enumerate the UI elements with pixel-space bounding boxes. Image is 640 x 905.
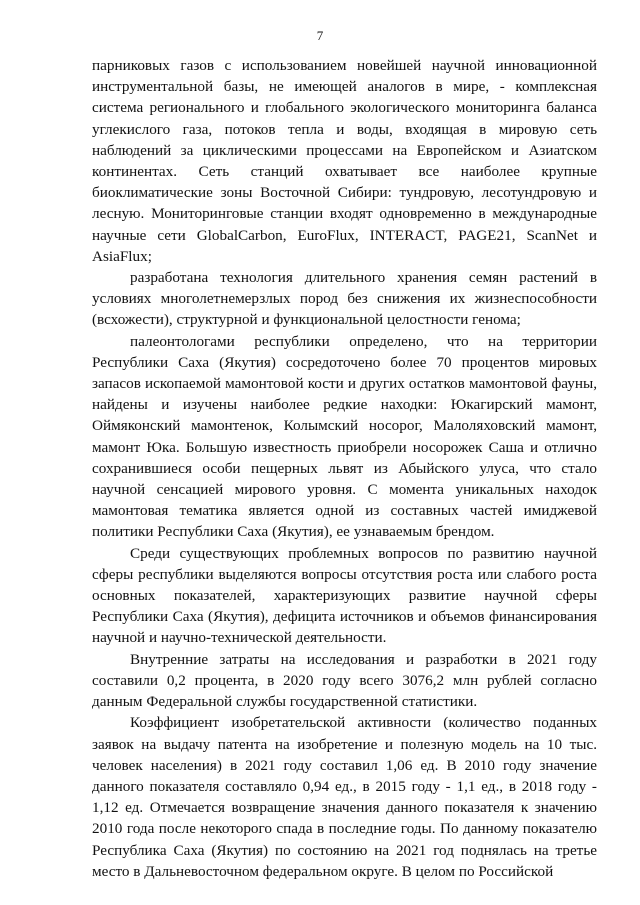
paragraph-research-costs: Внутренние затраты на исследования и разработки в 2021 году составили 0,2 процента, в 2020 году всего 3076,2 млн рублей согласно данным Федеральной службы государственной статистики. <box>92 650 597 711</box>
paragraph-seed-storage: разработана технология длительного хранения семян растений в условиях многолетнемерзлых пород без снижения их жизнеспособности (всхожести), структурной и функциональной целостности генома; <box>92 269 597 329</box>
paragraph-paleontology: палеонтологами республики определено, что на территории Республики Саха (Якутия) сосредоточено более 70 процентов мировых запасов ископаемой мамонтовой кости и других остатков мамонтовой фауны, найдены и изучены наиболее редкие находки: Юкагирский мамонт, Оймяконский мамонтенок, Колымский носорог, Малоляховский мамонт, мамонт Юка. Большую известность приобрели носорожек Саша и отлично сохранившиеся особи пещерных львят из Абыйского улуса, что стало научной сенсацией мирового уровня. С момента уникальных находок мамонтовая тематика является одной из составных частей имиджевой политики Республики Саха (Якутия), ее узнаваемым брендом. <box>92 332 597 541</box>
page-number: 7 <box>316 28 324 43</box>
paragraph-inventive-activity: Коэффициент изобретательской активности (количество поданных заявок на выдачу патента на изобретение и полезную модель на 10 тыс. человек населения) в 2021 году составил 1,06 ед. В 2010 году значение данного показателя составляло 0,94 ед., в 2015 году - 1,1 ед., в 2018 году - 1,12 ед. Отмечается возвращение значения данного показателя к значению 2010 года после некоторого спада в последние годы. По данному показателю Республика Саха (Якутия) по состоянию на 2021 год поднялась на третье место в Дальневосточном федеральном округе. В целом по Российской <box>92 714 597 880</box>
paragraph-continued-monitoring-system: парниковых газов с использованием новейшей научной инновационной инструментальной базы, не имеющей аналогов в мире, - комплексная система регионального и глобального экологического мониторинга баланса углекислого газа, потоков тепла и воды, входящая в мировую сеть наблюдений за циклическими процессами на Европейском и Азиатском континентах. Сеть станций охватывает все наиболее крупные биоклиматические зоны Восточной Сибири: тундровую, лесотундровую и лесную. Мониторинговые станции входят одновременно в международные научные сети GlobalCarbon, EuroFlux, INTERACT, PAGE21, ScanNet и AsiaFlux; <box>92 57 597 265</box>
paragraph-problem-issues: Среди существующих проблемных вопросов по развитию научной сферы республики выделяются вопросы отсутствия роста или слабого роста основных показателей, характеризующих развитие научной сферы Республики Саха (Якутия), дефицита источников и объемов финансирования научной и научно-технической деятельности. <box>92 544 597 647</box>
page-body <box>92 55 597 882</box>
